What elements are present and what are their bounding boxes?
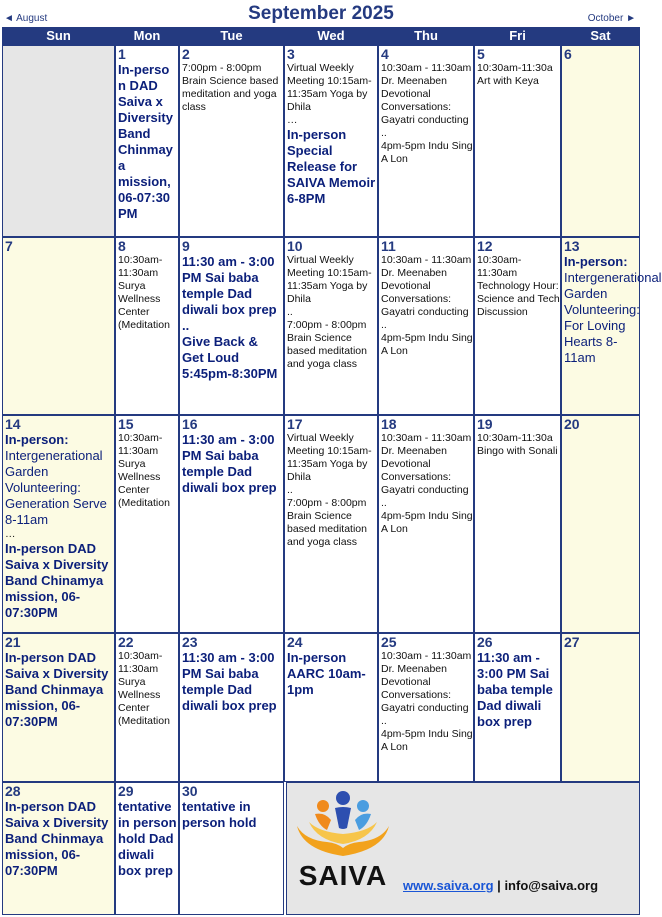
day-cell-28[interactable] (2, 782, 115, 915)
day-cell-14[interactable] (2, 415, 115, 633)
day-cell-6[interactable] (561, 45, 640, 237)
event-text[interactable]: Virtual Weekly Meeting 10:15am-11:35am Yoga by Dhila (287, 62, 372, 113)
day-cell-26[interactable] (474, 633, 561, 782)
event-text[interactable]: .. (381, 497, 387, 509)
day-cell-19[interactable] (474, 415, 561, 633)
day-cell-13[interactable] (561, 237, 662, 415)
email-address[interactable]: info@saiva.org (504, 878, 599, 893)
event-text[interactable]: 10:30am-11:30am Technology Hour: Science and Tech Discussion (477, 254, 560, 318)
day-cell-23[interactable] (179, 633, 284, 782)
day-cell-27[interactable] (561, 633, 640, 782)
day-cell-30[interactable] (179, 782, 284, 915)
day-number[interactable]: 28 (5, 783, 21, 799)
event-text[interactable]: In-person DAD Saiva x Diversity Band Chinmaya mission, 06-07:30PM (5, 799, 109, 878)
event-text[interactable]: .. (381, 319, 387, 331)
day-number[interactable]: 16 (182, 416, 198, 432)
day-number[interactable]: 1 (118, 46, 126, 62)
event-text[interactable]: In-perso n DAD Saiva x Diversity Band Chinmay a mission, 06-07:30 PM (118, 62, 173, 221)
day-cell-24[interactable] (284, 633, 378, 782)
day-number[interactable]: 6 (564, 46, 572, 62)
event-text[interactable]: tentative in person hold (182, 799, 257, 830)
day-cell-2[interactable] (179, 45, 284, 237)
day-cell-5[interactable] (474, 45, 561, 237)
event-text[interactable]: 7:00pm - 8:00pm Brain Science based meditation and yoga class (182, 62, 279, 113)
event-text[interactable]: 4pm-5pm Indu Sing A Lon (381, 510, 473, 535)
weekday-tue: Tue (179, 27, 284, 45)
day-number[interactable]: 27 (564, 634, 580, 650)
event-text[interactable]: Intergenerational Garden Volunteering: For Loving Hearts 8-11am (564, 270, 662, 365)
event-text[interactable]: 10:30am-11:30am Surya Wellness Center (Meditation (118, 254, 170, 331)
event-text[interactable]: 10:30am-11:30a Bingo with Sonali (477, 432, 558, 457)
day-number[interactable]: 13 (564, 238, 580, 254)
weekday-mon: Mon (115, 27, 179, 45)
saiva-hands-logo-icon (289, 786, 397, 860)
weekday-sat: Sat (561, 27, 640, 45)
event-text[interactable]: In-person Special Release for SAIVA Memoir 6-8PM (287, 127, 376, 206)
day-cell-10[interactable] (284, 237, 378, 415)
event-text[interactable]: In-person: (5, 432, 69, 447)
day-cell-25[interactable] (378, 633, 474, 782)
event-text[interactable]: In-person AARC 10am-1pm (287, 650, 366, 697)
event-text[interactable]: 11:30 am - 3:00 PM Sai baba temple Dad diwali box prep (182, 432, 277, 495)
website-link[interactable]: www.saiva.org (403, 878, 494, 893)
event-text[interactable]: Intergenerational Garden Volunteering: Generation Serve 8-11am (5, 448, 107, 527)
day-number[interactable]: 30 (182, 783, 198, 799)
weekday-sun: Sun (2, 27, 115, 45)
day-cell-22[interactable] (115, 633, 179, 782)
day-number[interactable]: 24 (287, 634, 303, 650)
day-number[interactable]: 8 (118, 238, 126, 254)
event-text[interactable]: 10:30am-11:30am Surya Wellness Center (Meditation (118, 650, 170, 727)
event-text[interactable]: .. (182, 318, 190, 333)
event-text[interactable]: Virtual Weekly Meeting 10:15am-11:35am Yoga by Dhila (287, 432, 372, 483)
next-month-link[interactable]: October ► (587, 13, 636, 24)
calendar-header (0, 0, 642, 27)
day-number[interactable]: 11 (381, 238, 396, 254)
day-cell-29[interactable] (115, 782, 179, 915)
day-cell-8[interactable] (115, 237, 179, 415)
event-text[interactable]: Virtual Weekly Meeting 10:15am-11:35am Yoga by Dhila (287, 254, 372, 305)
day-number[interactable]: 10 (287, 238, 303, 254)
day-cell-9[interactable] (179, 237, 284, 415)
event-text[interactable]: 11:30 am - 3:00 PM Sai baba temple Dad diwali box prep (477, 650, 553, 729)
day-number[interactable]: 26 (477, 634, 493, 650)
event-text[interactable]: 11:30 am - 3:00 PM Sai baba temple Dad diwali box prep (182, 650, 277, 713)
day-number[interactable]: 21 (5, 634, 21, 650)
day-cell-21[interactable] (2, 633, 115, 782)
weekday-wed: Wed (284, 27, 378, 45)
weekday-fri: Fri (474, 27, 561, 45)
day-cell-7[interactable] (2, 237, 115, 415)
day-number[interactable]: 22 (118, 634, 134, 650)
event-text[interactable]: .. (381, 715, 387, 727)
saiva-logo (289, 786, 397, 894)
event-text[interactable]: … (5, 528, 16, 540)
event-text[interactable]: 10:30am-11:30a Art with Keya (477, 62, 553, 87)
day-number[interactable]: 25 (381, 634, 397, 650)
day-cell-4[interactable] (378, 45, 474, 237)
event-text[interactable]: 4pm-5pm Indu Sing A Lon (381, 140, 473, 165)
event-text[interactable]: 10:30am - 11:30am Dr. Meenaben Devotional Conversations: Gayatri conducting (381, 432, 472, 496)
month-title: September 2025 (248, 3, 394, 24)
event-text[interactable]: 10:30am - 11:30am Dr. Meenaben Devotional Conversations: Gayatri conducting (381, 650, 472, 714)
event-text[interactable]: In-person DAD Saiva x Diversity Band Chinmaya mission, 06-07:30PM (5, 650, 109, 729)
day-number[interactable]: 5 (477, 46, 485, 62)
day-number[interactable]: 18 (381, 416, 397, 432)
event-text[interactable]: 11:30 am - 3:00 PM Sai baba temple Dad diwali box prep (182, 254, 277, 317)
event-text[interactable]: 4pm-5pm Indu Sing A Lon (381, 332, 473, 357)
day-cell-11[interactable] (378, 237, 474, 415)
day-cell-16[interactable] (179, 415, 284, 633)
contact-footer (403, 878, 598, 893)
day-cell-12[interactable] (474, 237, 561, 415)
day-cell-empty (2, 45, 115, 237)
saiva-logo-text: SAIVA (298, 860, 388, 891)
day-number[interactable]: 17 (287, 416, 303, 432)
day-number[interactable]: 12 (477, 238, 493, 254)
event-text[interactable]: 10:30am - 11:30am Dr. Meenaben Devotional Conversations: Gayatri conducting (381, 62, 472, 126)
event-text[interactable]: tentative in person hold Dad diwali box prep (118, 799, 177, 878)
day-number[interactable]: 29 (118, 783, 134, 799)
weekday-thu: Thu (378, 27, 474, 45)
day-number[interactable]: 19 (477, 416, 493, 432)
event-text[interactable]: … (287, 114, 298, 126)
day-cell-20[interactable] (561, 415, 640, 633)
event-text[interactable]: 7:00pm - 8:00pm Brain Science based meditation and yoga class (287, 319, 367, 370)
prev-month-link[interactable]: ◄ August (4, 13, 48, 24)
day-number[interactable]: 23 (182, 634, 198, 650)
day-cell-18[interactable] (378, 415, 474, 633)
event-text[interactable]: 10:30am-11:30am Surya Wellness Center (Meditation (118, 432, 170, 509)
event-text[interactable]: 4pm-5pm Indu Sing A Lon (381, 728, 473, 753)
day-number[interactable]: 14 (5, 416, 21, 432)
day-number[interactable]: 15 (118, 416, 134, 432)
event-text[interactable]: .. (381, 127, 387, 139)
day-cell-1[interactable] (115, 45, 179, 237)
event-text[interactable]: In-person DAD Saiva x Diversity Band Chinamya mission, 06-07:30PM (5, 541, 109, 620)
day-number[interactable]: 9 (182, 238, 190, 254)
day-cell-15[interactable] (115, 415, 179, 633)
event-text[interactable]: .. (287, 306, 293, 318)
footer-separator: | (493, 878, 505, 893)
day-number[interactable]: 2 (182, 46, 190, 62)
event-text[interactable]: In-person: (564, 254, 628, 269)
event-text[interactable]: 7:00pm - 8:00pm Brain Science based meditation and yoga class (287, 497, 367, 548)
event-text[interactable]: Give Back & Get Loud 5:45pm-8:30PM (182, 334, 278, 381)
day-number[interactable]: 3 (287, 46, 295, 62)
event-text[interactable]: 10:30am - 11:30am Dr. Meenaben Devotional Conversations: Gayatri conducting (381, 254, 472, 318)
event-text[interactable]: .. (287, 484, 293, 496)
day-number[interactable]: 4 (381, 46, 389, 62)
day-number[interactable]: 7 (5, 238, 13, 254)
day-number[interactable]: 20 (564, 416, 580, 432)
day-cell-17[interactable] (284, 415, 378, 633)
day-cell-3[interactable] (284, 45, 378, 237)
